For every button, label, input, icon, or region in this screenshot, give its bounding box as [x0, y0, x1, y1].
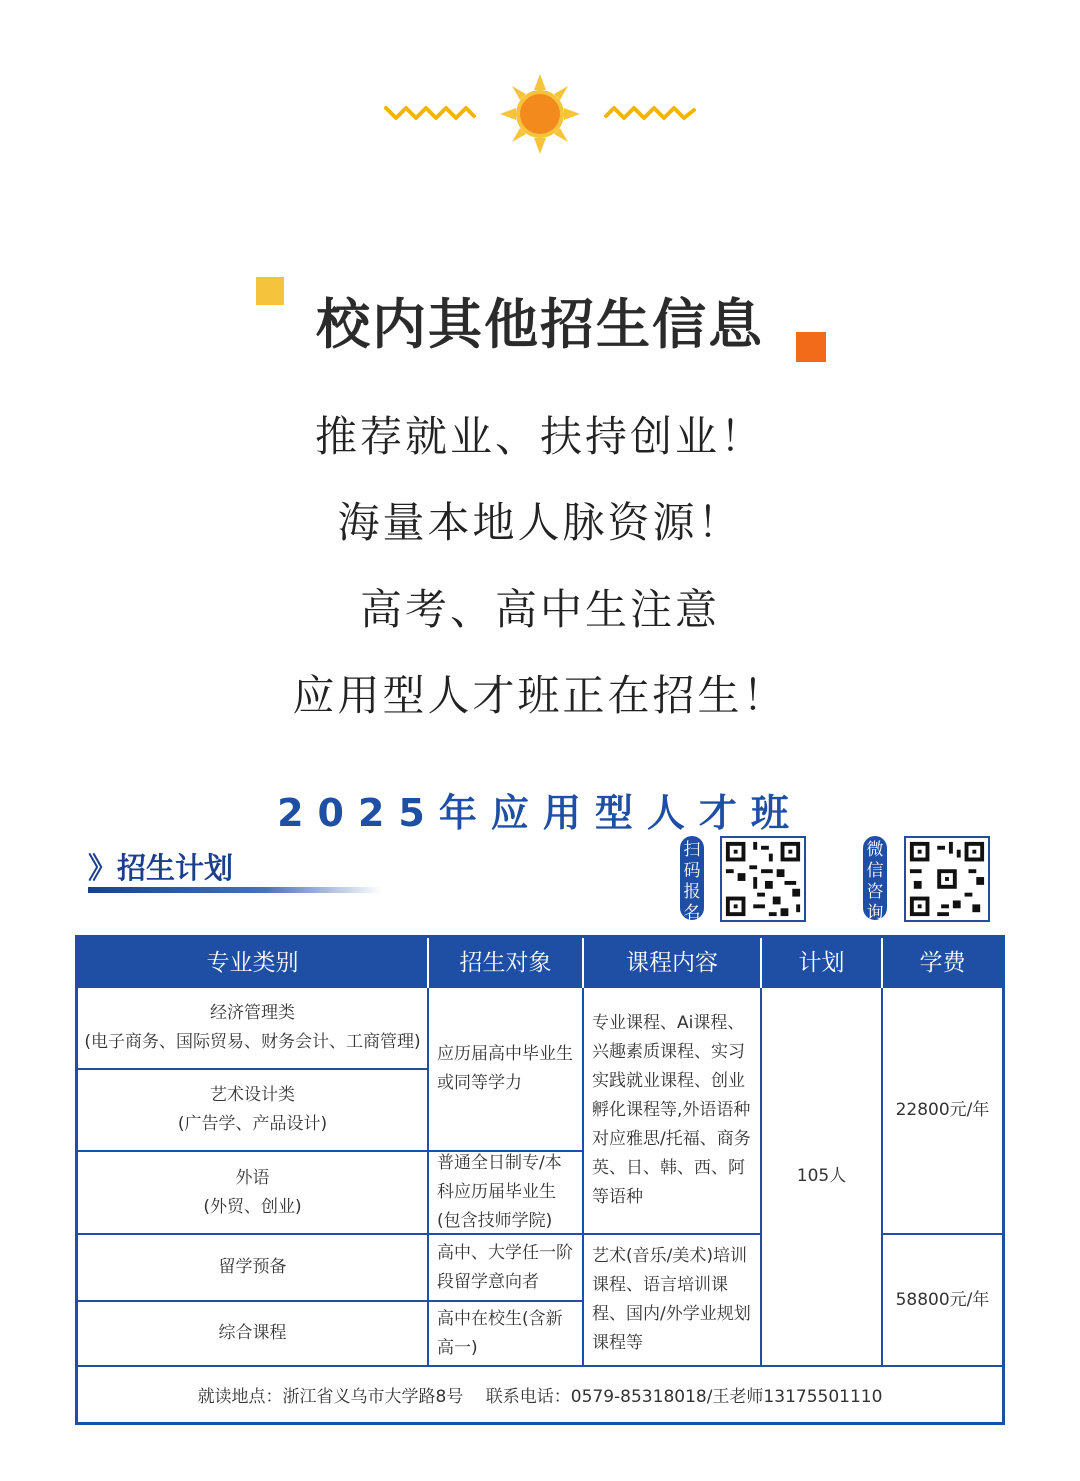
slogan-line-4: 应用型人才班正在招生！ [292, 671, 788, 720]
enrollment-plan-table [75, 935, 1005, 1425]
table-row-category [78, 1302, 429, 1367]
wechat-qr-code[interactable] [904, 836, 990, 922]
category-name: 艺术设计类 [210, 1085, 295, 1105]
category-detail: (外贸、创业) [203, 1196, 302, 1217]
wechat-consult-label: 微信咨询 [863, 836, 887, 920]
table-row-category [78, 1152, 429, 1235]
zigzag-left-icon [384, 102, 476, 122]
plan-heading-underline [88, 887, 382, 893]
sun-icon [500, 74, 580, 154]
slogan-line-2: 海量本地人脉资源！ [337, 498, 743, 547]
header-target: 招生对象 [429, 938, 584, 988]
plan-heading: 》招生计划 [88, 851, 234, 885]
header-course: 课程内容 [584, 938, 762, 988]
slogan-line-1: 推荐就业、扶持创业！ [314, 412, 765, 461]
target-cell: 应历届高中毕业生或同等学力 [429, 988, 584, 1152]
target-cell: 普通全日制专/本科应历届毕业生(包含技师学院) [429, 1152, 584, 1235]
program-title: 2025年应用型人才班 [277, 791, 803, 835]
zigzag-right-icon [604, 102, 696, 122]
course-cell: 艺术(音乐/美术)培训课程、语言培训课程、国内/外学业规划课程等 [584, 1235, 762, 1367]
contact-footer: 就读地点：浙江省义乌市大学路8号 联系电话：0579-85318018/王老师13175501110 [197, 1387, 883, 1407]
sun-decoration [0, 72, 1080, 162]
header-plan: 计划 [762, 938, 883, 988]
category-detail: (电子商务、国际贸易、财务会计、工商管理) [84, 1032, 421, 1052]
page-title: 校内其他招生信息 [316, 293, 764, 356]
table-row-category [78, 1070, 429, 1152]
fee-cell: 22800元/年 [883, 988, 1002, 1235]
target-cell: 高中在校生(含新高一) [429, 1302, 584, 1367]
category-name: 经济管理类 [210, 1003, 295, 1023]
slogan-line-3: 高考、高中生注意 [359, 585, 720, 634]
scan-signup-label: 扫码报名 [680, 836, 704, 920]
target-cell: 高中、大学任一阶段留学意向者 [429, 1235, 584, 1302]
course-cell: 专业课程、Ai课程、兴趣素质课程、实习实践就业课程、创业孵化课程等,外语语种对应雅思/托福、商务英、日、韩、西、阿等语种 [584, 988, 762, 1235]
header-fee: 学费 [883, 938, 1002, 988]
category-name: 留学预备 [218, 1257, 287, 1277]
category-detail: (广告学、产品设计) [177, 1114, 328, 1134]
plan-cell: 105人 [762, 988, 883, 1367]
header-major-category: 专业类别 [78, 938, 429, 988]
table-row-category [78, 988, 429, 1070]
fee-cell: 58800元/年 [883, 1235, 1002, 1367]
category-name: 综合课程 [218, 1323, 287, 1343]
table-row-category [78, 1235, 429, 1302]
signup-qr-code[interactable] [720, 836, 806, 922]
category-name: 外语 [235, 1167, 270, 1188]
